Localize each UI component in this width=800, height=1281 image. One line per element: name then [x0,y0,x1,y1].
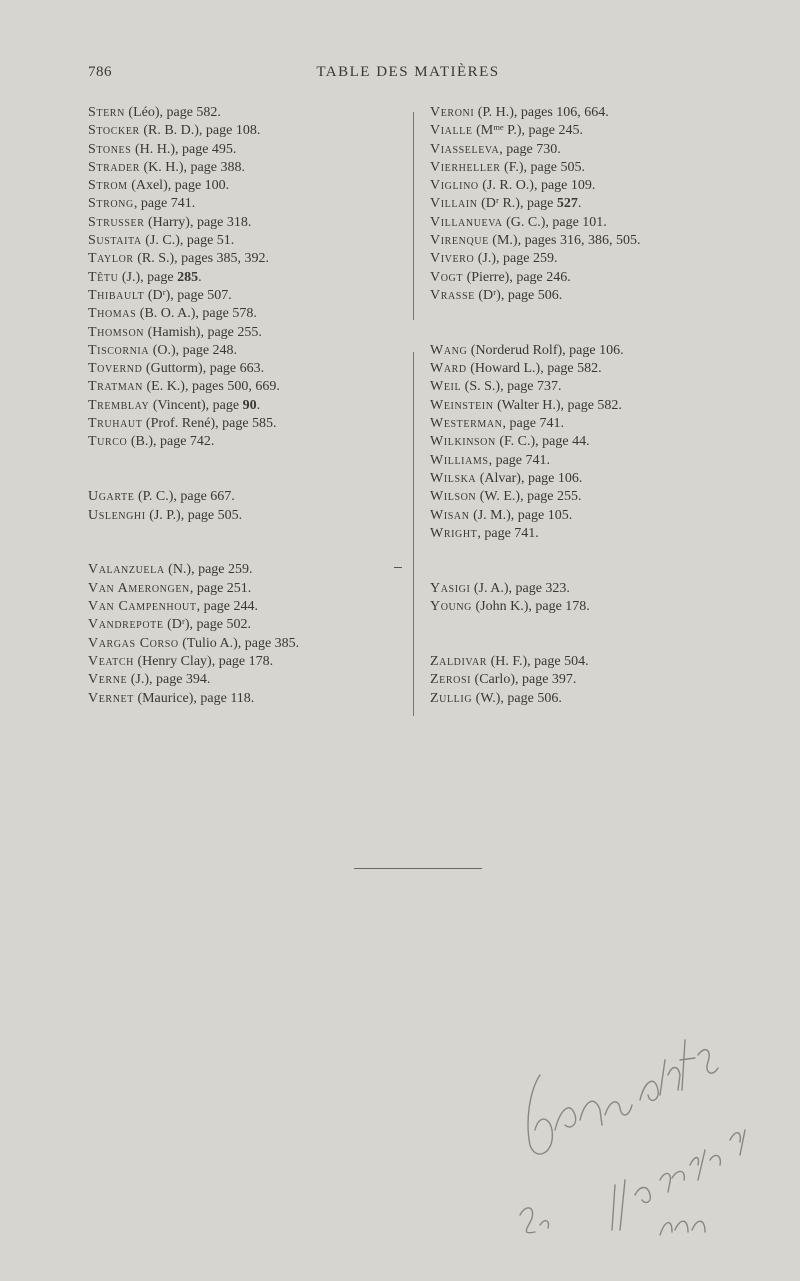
index-column-left [88,104,398,708]
entry-surname: Wilska [430,470,477,486]
index-entry [430,177,750,195]
entry-surname: Veroni [430,105,475,120]
entry-details: , page 251. [189,580,252,596]
index-entry [430,214,750,232]
entry-surname: Vialle [430,123,473,139]
entry-surname: Wilson [430,489,477,505]
entry-details: (Axel), page 100. [127,178,230,194]
section-gap [430,305,750,342]
index-entry [430,525,750,543]
index-entry [430,671,750,689]
entry-surname: Zullig [430,690,473,706]
entry-surname: Tovernd [88,361,143,377]
index-entry [430,598,750,616]
entry-details: (Dʳ), page 502. [163,617,251,633]
entry-details: (J. M.), page 105. [469,507,573,523]
index-entry [88,561,398,579]
section-gap [430,543,750,580]
entry-tail: . [256,397,261,413]
entry-tail: . [577,196,582,212]
entry-surname: Ward [430,361,467,377]
entry-details: (G. C.), page 101. [502,214,607,230]
running-title: TABLE DES MATIÈRES [316,64,500,80]
entry-surname: Vierheller [430,159,501,175]
entry-details: (Tulio A.), page 385. [178,635,300,651]
entry-surname: Vrasse [430,287,475,303]
index-entry [430,580,750,598]
entry-details: (Hamish), page 255. [144,324,262,340]
index-entry [430,232,750,250]
entry-page-bold: 285 [177,269,199,285]
index-entry [430,122,750,140]
index-entry [430,360,750,378]
entry-surname: Tremblay [88,397,150,413]
index-entry [88,305,398,323]
index-entry [88,598,398,616]
entry-surname: Weil [430,379,462,395]
entry-surname: Valanzuela [88,562,165,578]
entry-details: (J. A.), page 323. [470,580,570,596]
index-entry [430,653,750,671]
index-entry [430,488,750,506]
entry-details: (H. H.), page 495. [131,141,237,157]
entry-details: (Mᵐᵉ P.), page 245. [472,123,583,139]
index-entry [430,159,750,177]
entry-surname: Taylor [88,251,134,267]
entry-surname: Villain [430,196,478,212]
entry-surname: Vernet [88,690,134,706]
entry-details: , page 730. [499,141,561,157]
entry-surname: Vargas Corso [88,635,179,651]
index-entry [88,690,398,708]
section-gap [88,525,398,562]
entry-surname: Vivero [430,251,475,267]
entry-surname: Viasseleva [430,141,500,157]
entry-details: (Walter H.), page 582. [493,397,622,413]
entry-surname: Turco [88,434,128,450]
index-entry [88,287,398,305]
index-entry [430,452,750,470]
entry-details: (Dʳ), page 506. [474,287,563,303]
entry-tail: . [198,269,202,285]
index-entry [88,397,398,415]
entry-surname: Weinstein [430,397,494,413]
index-entry [430,415,750,433]
entry-details: (Henry Clay), page 178. [133,653,274,669]
entry-details: (Alvar), page 106. [476,470,583,486]
entry-surname: Strusser [88,214,145,230]
entry-details: (W. E.), page 255. [476,489,582,505]
index-entry [88,342,398,360]
entry-page-bold: 90 [242,397,257,413]
entry-surname: Wilkinson [430,434,496,450]
entry-details: (Dʳ), page 507. [144,287,232,303]
index-entry [430,250,750,268]
index-entry [88,104,398,122]
index-entry [430,195,750,213]
index-entry [88,214,398,232]
index-entry [430,470,750,488]
entry-surname: Vandrepote [88,617,164,633]
entry-details: (S. S.), page 737. [461,379,562,395]
entry-details: (John K.), page 178. [472,599,590,615]
entry-surname: Van Campenhout [88,599,197,615]
entry-details: , page 741. [477,525,539,541]
index-entry [88,159,398,177]
index-column-right [430,104,750,708]
entry-surname: Thomson [88,324,145,340]
column-divider [413,112,414,320]
stray-mark [394,567,402,568]
index-entry [430,397,750,415]
index-entry [88,433,398,451]
index-entry [88,141,398,159]
index-entry [430,507,750,525]
index-entry [430,378,750,396]
entry-surname: Ugarte [88,489,135,505]
entry-details: (J. R. O.), page 109. [478,178,596,194]
entry-surname: Sustaita [88,233,142,249]
page-header [88,64,728,88]
entry-details: (H. F.), page 504. [487,653,589,669]
index-entry [430,287,750,305]
entry-details: (R. S.), pages 385, 392. [133,251,270,267]
entry-details: (R. B. D.), page 108. [139,123,261,139]
index-entry [430,141,750,159]
end-rule [354,868,482,869]
entry-details: (J.), page 394. [127,672,211,688]
entry-surname: Wright [430,525,478,541]
entry-details: (J.), page 259. [474,251,558,267]
index-entry [88,177,398,195]
entry-details: (F. C.), page 44. [495,434,590,450]
index-entry [88,671,398,689]
entry-details: (Harry), page 318. [144,214,252,230]
entry-details: (N.), page 259. [164,562,253,578]
entry-details: (K. H.), page 388. [140,159,245,175]
entry-surname: Yasigi [430,580,471,596]
column-divider [413,352,414,716]
entry-surname: Wisan [430,507,470,523]
entry-details: , page 244. [196,599,259,615]
entry-details: (Pierre), page 246. [463,269,571,285]
entry-surname: Viglino [430,178,479,194]
entry-details: (P. C.), page 667. [134,489,235,505]
entry-details: (B. O. A.), page 578. [136,306,257,322]
entry-surname: Stones [88,141,132,157]
entry-surname: Van Amerongen [88,580,190,596]
entry-details: , page 741. [502,416,564,432]
index-entry [430,690,750,708]
entry-surname: Uslenghi [88,507,146,523]
entry-details: (Maurice), page 118. [133,690,255,706]
index-entry [430,269,750,287]
entry-surname: Verne [88,672,128,688]
entry-details: (Léo), page 582. [124,105,221,120]
entry-surname: Zerosi [430,672,472,688]
index-entry [88,653,398,671]
entry-surname: Tiscornia [88,342,150,358]
entry-details: (J. C.), page 51. [141,233,235,249]
handwritten-annotation [500,980,780,1250]
entry-surname: Veatch [88,653,134,669]
index-entry [88,415,398,433]
entry-details: (J.), page [118,269,178,285]
entry-surname: Strom [88,178,128,194]
index-entry [88,580,398,598]
index-entry [88,507,398,525]
entry-details: (P. H.), pages 106, 664. [474,105,609,120]
entry-surname: Truhaut [88,416,143,432]
index-entry [430,342,750,360]
entry-details: (Prof. René), page 585. [142,416,277,432]
entry-details: (Dʳ R.), page [477,196,557,212]
index-entry [88,195,398,213]
index-entry [88,232,398,250]
entry-details: (Howard L.), page 582. [466,361,602,377]
entry-details: (F.), page 505. [500,159,585,175]
index-entry [430,433,750,451]
entry-page-bold: 527 [556,196,578,212]
entry-details: (Guttorm), page 663. [142,361,265,377]
entry-surname: Thomas [88,306,137,322]
entry-surname: Vogt [430,269,464,285]
index-entry [88,250,398,268]
entry-surname: Têtu [88,269,119,285]
entry-surname: Wang [430,342,468,358]
entry-details: (J. P.), page 505. [145,507,243,523]
entry-surname: Stern [88,105,125,120]
entry-surname: Young [430,599,472,615]
entry-surname: Villanueva [430,214,503,230]
entry-surname: Williams [430,452,489,468]
index-entry [88,122,398,140]
index-entry [88,635,398,653]
entry-surname: Virenque [430,233,489,249]
index-entry [88,269,398,287]
entry-surname: Thibault [88,287,145,303]
index-entry [88,378,398,396]
entry-surname: Strong [88,196,134,212]
entry-details: (M.), pages 316, 386, 505. [488,233,641,249]
entry-surname: Stocker [88,123,140,139]
entry-details: (Norderud Rolf), page 106. [467,342,624,358]
entry-surname: Zaldivar [430,653,488,669]
entry-details: (B.), page 742. [127,434,215,450]
section-gap [88,452,398,489]
index-entry [430,104,750,122]
entry-details: , page 741. [488,452,551,468]
entry-details: (W.), page 506. [472,690,562,706]
entry-surname: Tratman [88,379,143,395]
entry-details: (E. K.), pages 500, 669. [142,379,280,395]
entry-details: (O.), page 248. [149,342,238,358]
entry-details: , page 741. [133,196,196,212]
index-entry [88,360,398,378]
index-entry [88,616,398,634]
index-entry [88,324,398,342]
entry-details: (Carlo), page 397. [471,672,577,688]
entry-details: (Vincent), page [149,397,243,413]
page-number: 786 [88,64,112,80]
entry-surname: Strader [88,159,140,175]
entry-surname: Westerman [430,416,503,432]
section-gap [430,616,750,653]
index-entry [88,488,398,506]
